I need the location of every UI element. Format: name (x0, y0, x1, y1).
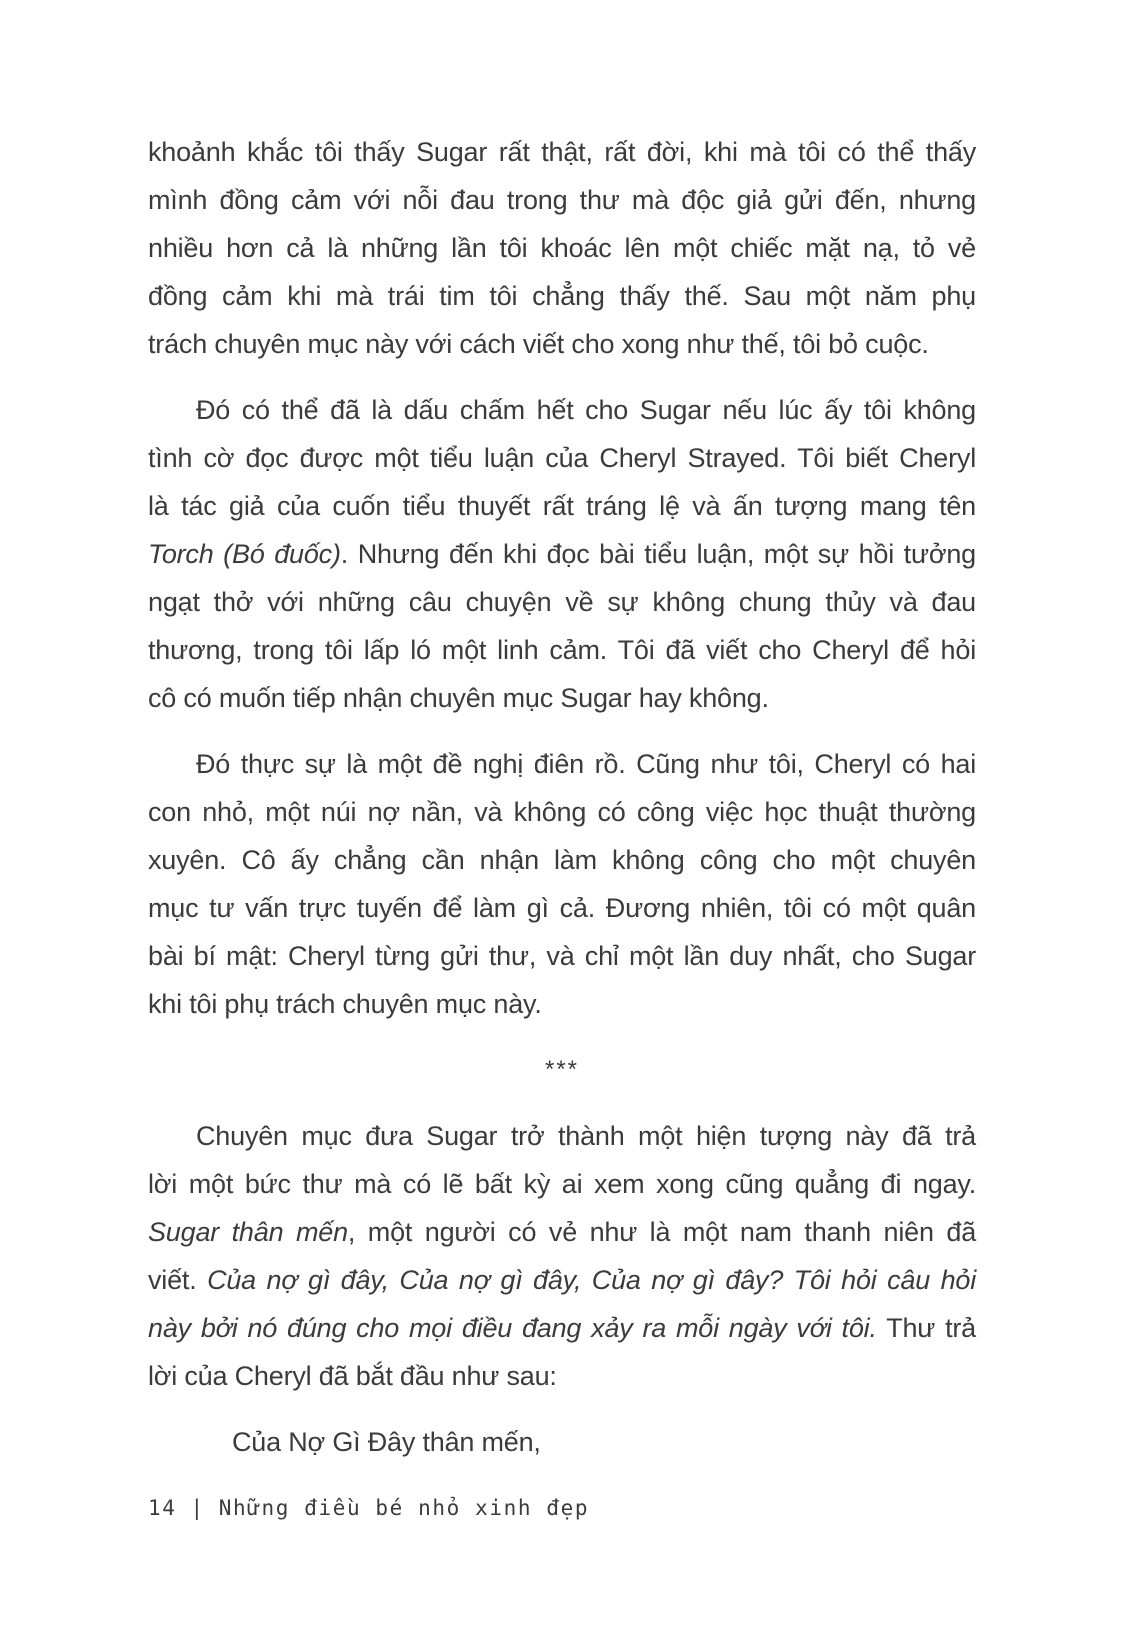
text-run: viết. (148, 1265, 208, 1295)
text-run: trách chuyên mục này với cách viết cho xong như thế, tôi bỏ cuộc. (148, 329, 929, 359)
quote-paragraph (148, 1418, 976, 1466)
text-run: Thư trả (876, 1313, 976, 1343)
text-run: Chuyên mục đưa Sugar trở thành một hiện tượng này đã trả (196, 1121, 976, 1151)
text-line (148, 578, 976, 626)
text-line (148, 1046, 976, 1094)
text-run: Đó thực sự là một đề nghị điên rồ. Cũng như tôi, Cheryl có hai (196, 749, 976, 779)
text-line (148, 1112, 976, 1160)
text-run: Đó có thể đã là dấu chấm hết cho Sugar nếu lúc ấy tôi không (196, 395, 976, 425)
body-paragraph (148, 740, 976, 1028)
text-run: thương, trong tôi lấp ló một linh cảm. Tôi đã viết cho Cheryl để hỏi (148, 635, 976, 665)
text-run: mục tư vấn trực tuyến để làm gì cả. Đương nhiên, tôi có một quân (148, 893, 976, 923)
text-line (148, 224, 976, 272)
italic-text-run: Sugar thân mến (148, 1217, 348, 1247)
text-run: lời của Cheryl đã bắt đầu như sau: (148, 1361, 557, 1391)
body-paragraph (148, 128, 976, 368)
text-line (148, 1160, 976, 1208)
text-run: *** (544, 1056, 580, 1083)
text-line (148, 788, 976, 836)
text-line (148, 530, 976, 578)
text-line (148, 320, 976, 368)
text-line (148, 176, 976, 224)
footer-divider: | (190, 1496, 205, 1520)
text-line (148, 980, 976, 1028)
text-line (148, 932, 976, 980)
text-run: xuyên. Cô ấy chẳng cần nhận làm không công cho một chuyên (148, 845, 976, 875)
text-line (148, 482, 976, 530)
text-run: đồng cảm khi mà trái tim tôi chẳng thấy thế. Sau một năm phụ (148, 281, 976, 311)
text-line (148, 128, 976, 176)
text-line (148, 674, 976, 722)
text-run: tình cờ đọc được một tiểu luận của Cheryl Strayed. Tôi biết Cheryl (148, 443, 976, 473)
italic-text-run: này bởi nó đúng cho mọi điều đang xảy ra mỗi ngày với tôi. (148, 1313, 877, 1343)
footer-page-number: 14 (148, 1496, 177, 1520)
footer-book-title: Những điều bé nhỏ xinh đẹp (218, 1496, 590, 1520)
text-run: cô có muốn tiếp nhận chuyên mục Sugar hay không. (148, 683, 769, 713)
text-run: là tác giả của cuốn tiểu thuyết rất tráng lệ và ấn tượng mang tên (148, 491, 976, 521)
text-line (148, 1418, 976, 1466)
page-footer (148, 1496, 589, 1520)
text-line (148, 1208, 976, 1256)
text-run: , một người có vẻ như là một nam thanh niên đã (347, 1217, 977, 1247)
text-run: . Nhưng đến khi đọc bài tiểu luận, một sự hồi tưởng (340, 539, 976, 569)
text-line (148, 272, 976, 320)
text-line (148, 626, 976, 674)
text-run: ngạt thở với những câu chuyện về sự không chung thủy và đau (148, 587, 976, 617)
text-run: con nhỏ, một núi nợ nần, và không có công việc học thuật thường (148, 797, 976, 827)
text-line (148, 386, 976, 434)
text-run: mình đồng cảm với nỗi đau trong thư mà độc giả gửi đến, nhưng (148, 185, 976, 215)
text-block (148, 128, 976, 1484)
text-line (148, 434, 976, 482)
text-run: nhiều hơn cả là những lần tôi khoác lên một chiếc mặt nạ, tỏ vẻ (148, 233, 976, 263)
text-line (148, 836, 976, 884)
text-run: khi tôi phụ trách chuyên mục này. (148, 989, 542, 1019)
text-line (148, 740, 976, 788)
text-run: khoảnh khắc tôi thấy Sugar rất thật, rất đời, khi mà tôi có thể thấy (148, 137, 976, 167)
body-paragraph (148, 1112, 976, 1400)
text-line (148, 1352, 976, 1400)
text-line (148, 1304, 976, 1352)
text-run: lời một bức thư mà có lẽ bất kỳ ai xem xong cũng quẳng đi ngay. (148, 1169, 976, 1199)
text-run: Của Nợ Gì Đây thân mến, (232, 1427, 541, 1457)
section-separator (148, 1046, 976, 1094)
text-run: bài bí mật: Cheryl từng gửi thư, và chỉ một lần duy nhất, cho Sugar (148, 941, 976, 971)
italic-text-run: Của nợ gì đây, Của nợ gì đây, Của nợ gì đây? Tôi hỏi câu hỏi (207, 1265, 976, 1295)
italic-text-run: Torch (Bó đuốc) (148, 539, 341, 569)
body-paragraph (148, 386, 976, 722)
text-line (148, 884, 976, 932)
text-line (148, 1256, 976, 1304)
